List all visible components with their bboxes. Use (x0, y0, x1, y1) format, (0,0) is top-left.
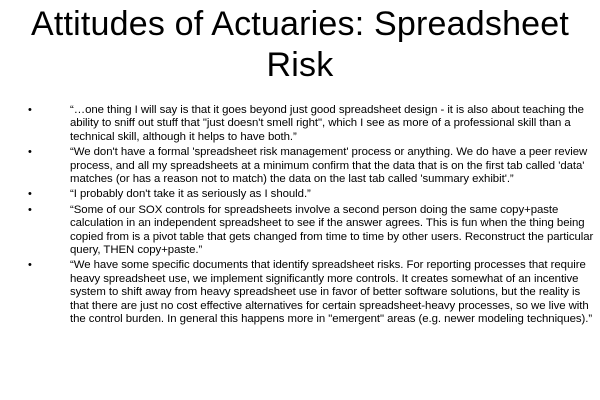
quote-list (28, 104, 600, 329)
quote-text: “Some of our SOX controls for spreadsheets involve a second person doing the same copy+paste calculation in an independent spreadsheet to see if the answer agrees. This is fun when the thing being copied from is a pivot table that gets changed from time to time by other users. Reconstruct the particular query, THEN copy+paste.” (70, 203, 594, 257)
bullet-icon: • (28, 146, 32, 159)
quote-text: “We have some specific documents that identify spreadsheet risks. For reporting processes that require heavy spreadsheet use, we implement significantly more controls. It creates somewhat of an incentive system to shift away from heavy spreadsheet use in favor of better software solutions, but the reality is that there are just no cost effective alternatives for certain spreadsheet-heavy processes, so we live with the control burden. In general this happens more in "emergent" areas (e.g. newer modeling techniques).” (70, 259, 593, 326)
bullet-icon: • (28, 259, 32, 272)
bullet-icon: • (28, 203, 32, 216)
quote-text: “I probably don't take it as seriously as I should.” (70, 188, 311, 201)
quote-item-5 (28, 259, 600, 326)
bullet-icon: • (28, 188, 32, 201)
quote-text: “We don't have a formal 'spreadsheet risk management' process or anything. We do have a peer review process, and all my spreadsheets at a minimum confirm that the data that is on the first tab called 'data' matches (or has a reason not to match) the data on the last tab called 'summary exhibit'.” (70, 146, 588, 186)
slide-title: Attitudes of Actuaries: Spreadsheet Risk (30, 5, 570, 84)
quote-text: “…one thing I will say is that it goes beyond just good spreadsheet design - it is also about teaching the ability to sniff out stuff that "just doesn't smell right", which I see as more of a professional skill than a technical skill, although it helps to have both.” (70, 104, 584, 143)
quote-item-2 (28, 146, 600, 186)
quote-item-4 (28, 204, 600, 258)
bullet-icon: • (28, 104, 32, 116)
quote-item-3 (28, 188, 600, 201)
quote-item-1 (28, 104, 600, 144)
